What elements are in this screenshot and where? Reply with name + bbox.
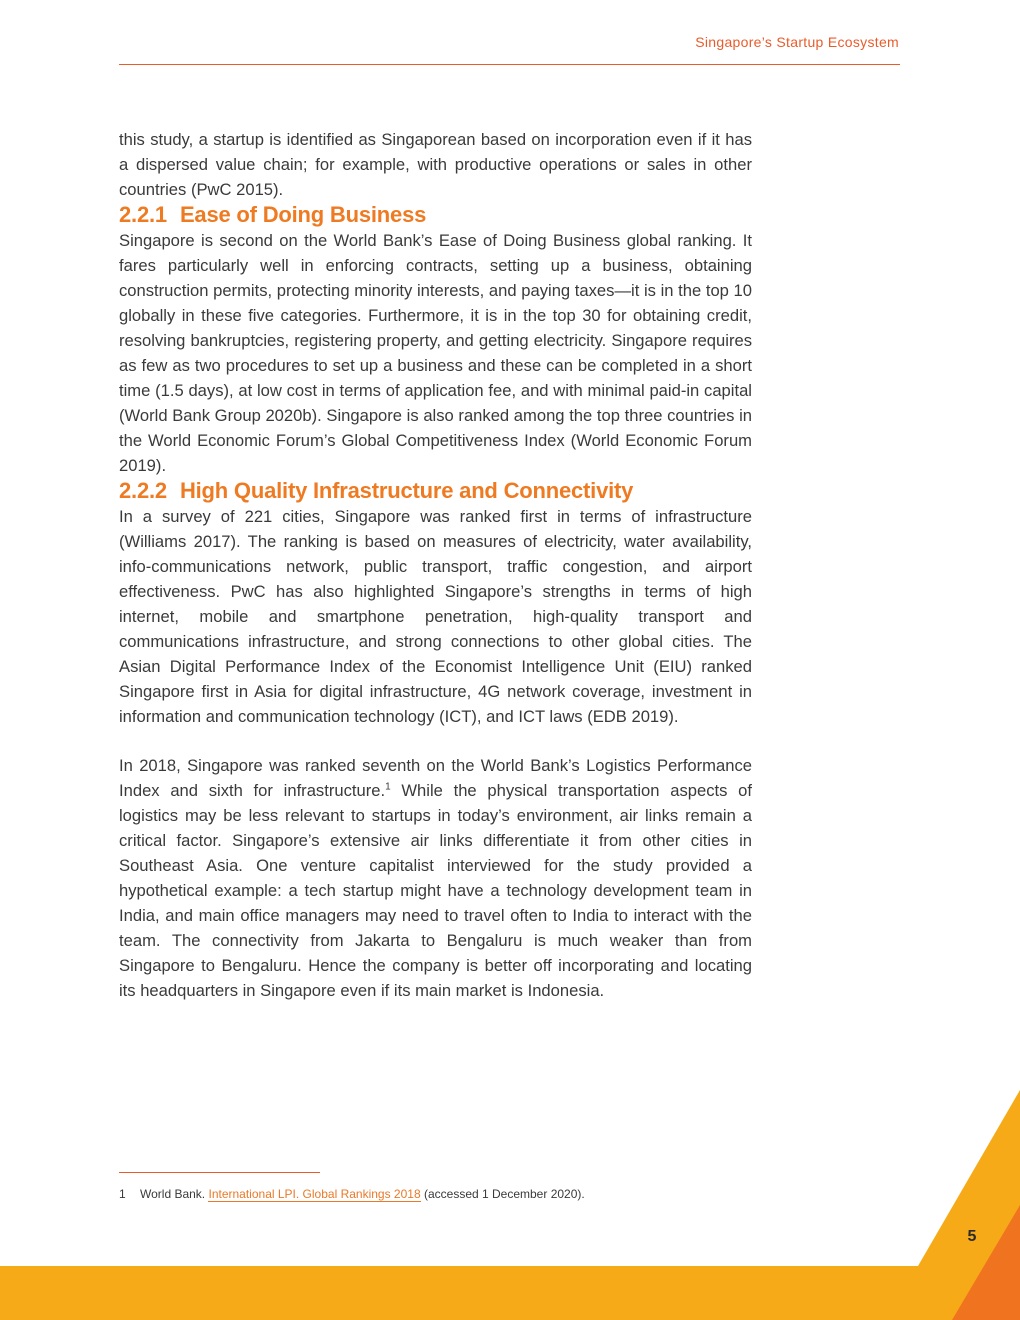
- section-number: 2.2.1: [119, 202, 167, 227]
- logistics-paragraph-end: While the physical transportation aspects of logistics may be less relevant to startups in today’s environment, air links remain a critical factor. Singapore’s extensive air links differentiate it from other cities in Southeast Asia. One venture capitalist interviewed for the study provided a hypothetical example: a tech startup might have a technology development team in India, and main office managers may need to travel often to India to interact with the team. The connectivity from Jakarta to Bengaluru is much weaker than from Singapore to Bengaluru. Hence the company is better off incorporating and locating its headquarters in Singapore even if its main market is Indonesia.: [119, 781, 752, 1000]
- footnote-source: World Bank.: [140, 1187, 206, 1201]
- footnote-link[interactable]: International LPI. Global Rankings 2018: [208, 1187, 421, 1201]
- section-title: High Quality Infrastructure and Connectivity: [179, 478, 634, 503]
- logistics-paragraph-start: In 2018, Singapore was ranked seventh on the World Bank’s Logistics Performance Index and sixth for infrastructure.: [119, 756, 752, 800]
- footnote-reference[interactable]: 1: [385, 781, 391, 793]
- bottom-yellow-band: [0, 1266, 1020, 1320]
- footnote-mark: 1: [119, 1187, 126, 1201]
- infrastructure-paragraph: In a survey of 221 cities, Singapore was ranked first in terms of infrastructure (Williams 2017). The ranking is based on measures of electricity, water availability, info-communications network, public transport, traffic congestion, and airport effectiveness. PwC has also highlighted Singapore’s strengths in terms of high internet, mobile and smartphone penetration, high-quality transport and communications infrastructure, and strong connections to other global cities. The Asian Digital Performance Index of the Economist Intelligence Unit (EIU) ranked Singapore first in Asia for digital infrastructure, 4G network coverage, investment in information and communication technology (ICT), and ICT laws (EDB 2019).: [119, 507, 752, 726]
- section-number: 2.2.2: [119, 478, 167, 503]
- intro-paragraph: this study, a startup is identified as Singaporean based on incorporation even if it has a dispersed value chain; for example, with productive operations or sales in other countries (PwC 2015).: [119, 130, 752, 199]
- footnote-accessed: (accessed 1 December 2020).: [423, 1187, 585, 1201]
- running-header-title: Singapore’s Startup Ecosystem: [695, 34, 899, 50]
- page-number: 5: [967, 1228, 977, 1245]
- section-title: Ease of Doing Business: [179, 202, 427, 227]
- ease-of-business-paragraph: Singapore is second on the World Bank’s Ease of Doing Business global ranking. It fares particularly well in enforcing contracts, setting up a business, obtaining construction permits, protecting minority interests, and paying taxes—it is in the top 10 globally in these five categories. Furthermore, it is in the top 30 for obtaining credit, resolving bankruptcies, registering property, and getting electricity. Singapore requires as few as two procedures to set up a business and these can be completed in a short time (1.5 days), at low cost in terms of application fee, and with minimal paid-in capital (World Bank Group 2020b). Singapore is also ranked among the top three countries in the World Economic Forum’s Global Competitiveness Index (World Economic Forum 2019).: [119, 231, 752, 475]
